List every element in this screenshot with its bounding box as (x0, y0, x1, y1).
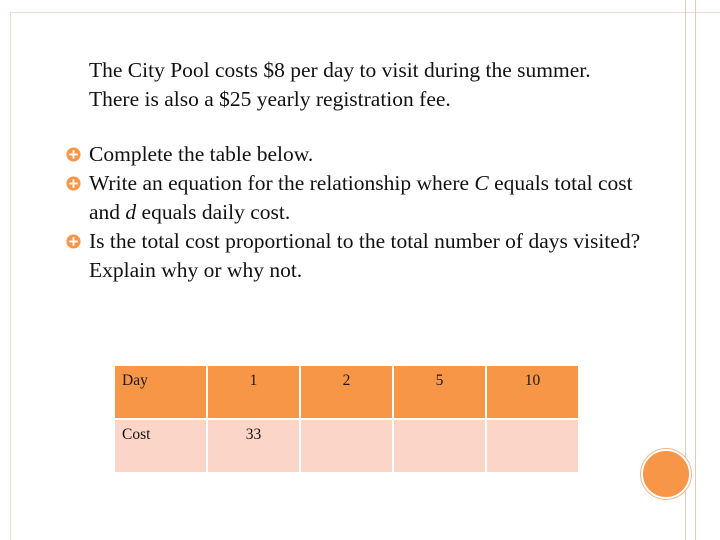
problem-statement (89, 56, 679, 114)
variable-d: d (125, 200, 137, 224)
cost-cell-empty (301, 420, 392, 472)
intro-line-1: The City Pool costs $8 per day to visit during the summer. (89, 58, 591, 82)
task-item-write-equation (66, 169, 666, 227)
task-text: equals total cost and (89, 171, 633, 224)
orange-circle-icon (641, 449, 691, 499)
circled-plus-icon (66, 234, 81, 249)
intro-line-2: There is also a $25 yearly registration fee. (89, 87, 451, 111)
cost-table (113, 364, 580, 474)
task-list (66, 140, 666, 285)
task-item-complete-table (66, 140, 666, 169)
frame-top-line (10, 0, 720, 13)
table-header-row (115, 366, 578, 418)
frame-right-line-outer (695, 0, 696, 540)
row-label-cost: Cost (115, 420, 206, 472)
frame-left-line (10, 12, 11, 540)
header-cell: 5 (394, 366, 485, 418)
cost-cell-empty (487, 420, 578, 472)
header-cell-day: Day (115, 366, 206, 418)
table-row-cost (115, 420, 578, 472)
task-text: Write an equation for the relationship where (89, 171, 475, 195)
task-text: equals daily cost. (136, 200, 291, 224)
circled-plus-icon (66, 176, 81, 191)
cost-cell: 33 (208, 420, 299, 472)
task-item-proportional (66, 227, 666, 285)
task-text: Is the total cost proportional to the total number of days visited? Explain why or why not. (89, 229, 641, 282)
header-cell: 10 (487, 366, 578, 418)
cost-cell-empty (394, 420, 485, 472)
header-cell: 2 (301, 366, 392, 418)
header-cell: 1 (208, 366, 299, 418)
circled-plus-icon (66, 147, 81, 162)
variable-c: C (474, 171, 489, 195)
task-text: Complete the table below. (89, 142, 314, 166)
